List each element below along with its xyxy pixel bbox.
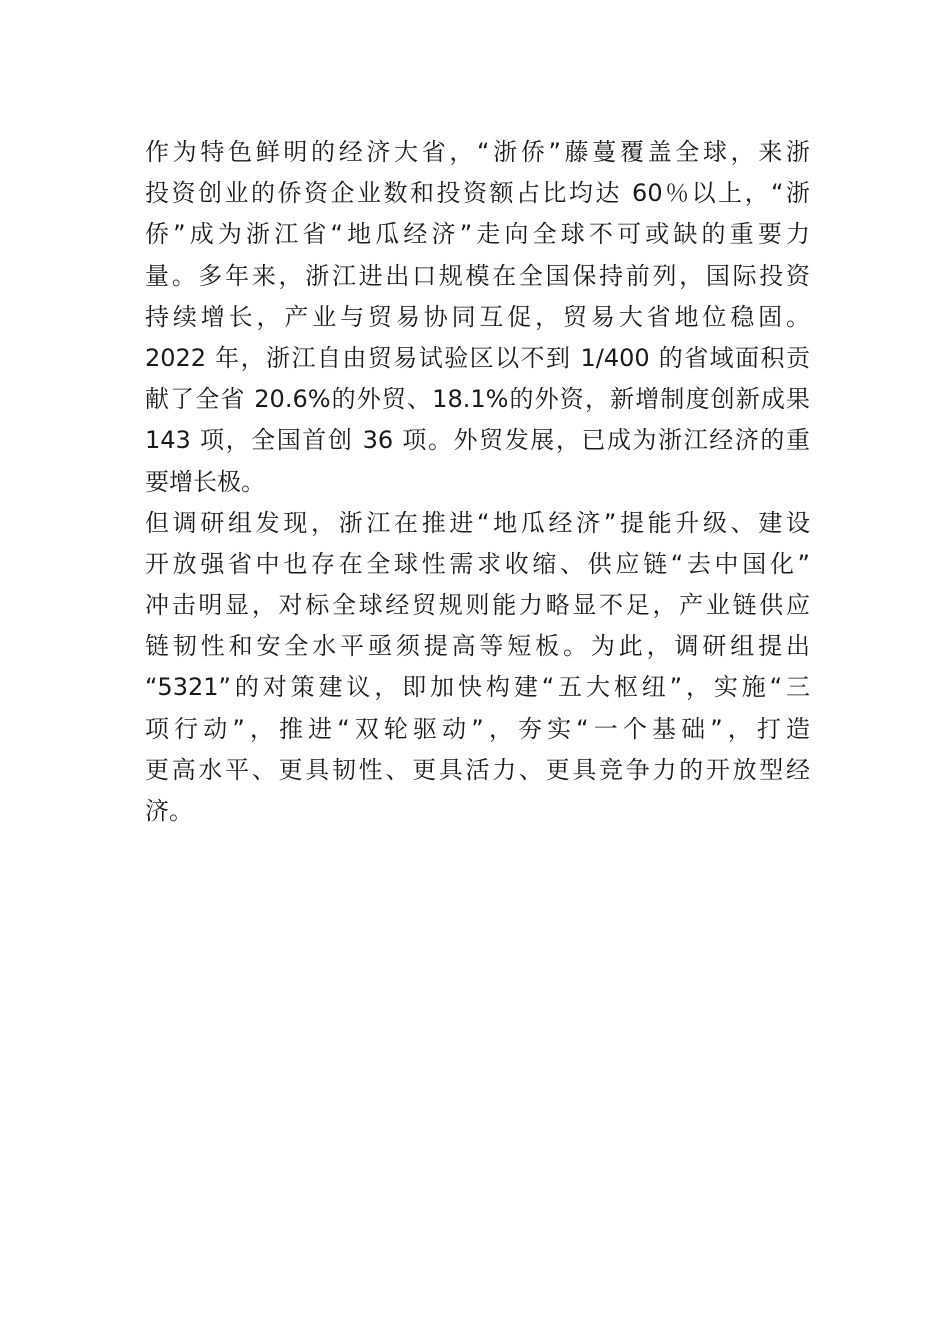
document-body [145,132,810,832]
text-line: 项行动”，推进“双轮驱动”，夯实“一个基础”，打造 [145,714,810,743]
text-line: 冲击明显，对标全球经贸规则能力略显不足，产业链供应 [145,591,810,620]
text-line: 侨”成为浙江省“地瓜经济”走向全球不可或缺的重要力 [145,220,810,249]
text-line: 量。多年来，浙江进出口规模在全国保持前列，国际投资 [145,261,810,290]
text-line: 开放强省中也存在全球性需求收缩、供应链“去中国化” [145,549,810,578]
text-line: 链韧性和安全水平亟须提高等短板。为此，调研组提出 [145,632,810,661]
text-line: 作为特色鲜明的经济大省，“浙侨”藤蔓覆盖全球，来浙 [145,138,810,166]
text-line: 献了全省 20.6%的外贸、18.1%的外资，新增制度创新成果 [145,385,810,414]
text-line: 济。 [145,797,193,825]
text-line: 要增长极。 [145,467,265,496]
text-line: 2022 年，浙江自由贸易试验区以不到 1/400 的省域面积贡 [145,343,810,372]
text-line: 更高水平、更具韧性、更具活力、更具竞争力的开放型经 [145,755,810,784]
text-line: “5321”的对策建议，即加快构建“五大枢纽”，实施“三 [145,673,810,702]
text-line: 但调研组发现，浙江在推进“地瓜经济”提能升级、建设 [145,508,810,537]
paragraph-1 [145,132,810,503]
paragraph-2 [145,503,810,833]
text-line: 143 项，全国首创 36 项。外贸发展，已成为浙江经济的重 [145,426,810,455]
text-line: 投资创业的侨资企业数和投资额占比均达 60％以上，“浙 [145,179,810,208]
text-line: 持续增长，产业与贸易协同互促，贸易大省地位稳固。 [145,302,810,331]
